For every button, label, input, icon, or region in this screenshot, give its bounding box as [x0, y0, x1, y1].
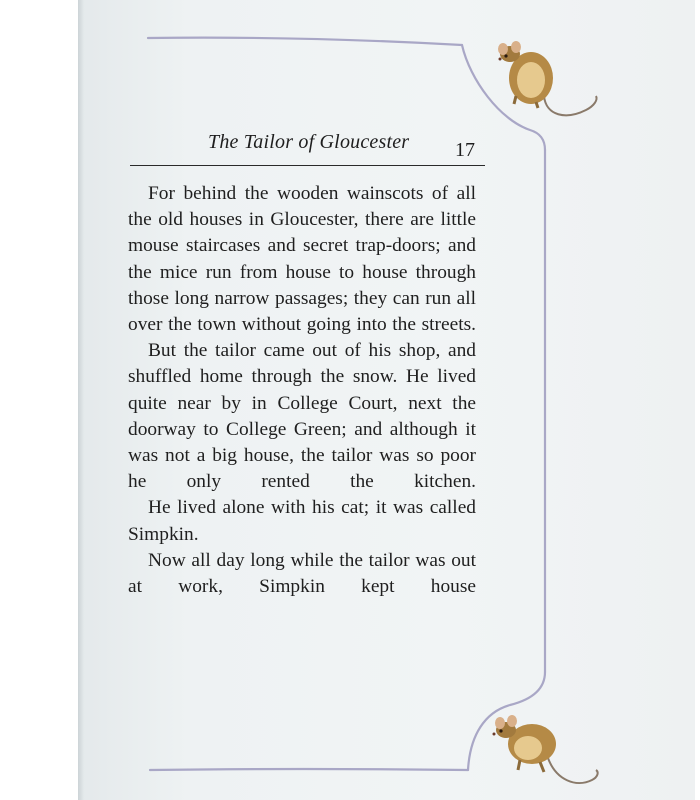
running-head-title: The Tailor of Gloucester	[208, 131, 410, 153]
paragraph: For behind the wooden wainscots of all the old houses in Gloucester, there are little mouse staircases and secret trap-doors; and the mice run from house to house through those long narrow passages; they can run all over the town without going into the streets.	[128, 183, 476, 336]
paragraph: Now all day long while the tailor was out at work, Simpkin kept house	[128, 549, 476, 598]
body-text	[128, 181, 476, 600]
header-rule	[130, 165, 485, 166]
paragraph: He lived alone with his cat; it was called Simpkin.	[128, 497, 476, 545]
page-number: 17	[455, 139, 475, 161]
mouse-illustration	[486, 38, 606, 128]
mouse-illustration	[486, 710, 606, 800]
paragraph: But the tailor came out of his shop, and shuffled home through the snow. He lived quite near by in College Court, next the doorway to College Green; and although it was not a big house, the tailor was so poor he only rented the kitchen.	[128, 340, 476, 493]
